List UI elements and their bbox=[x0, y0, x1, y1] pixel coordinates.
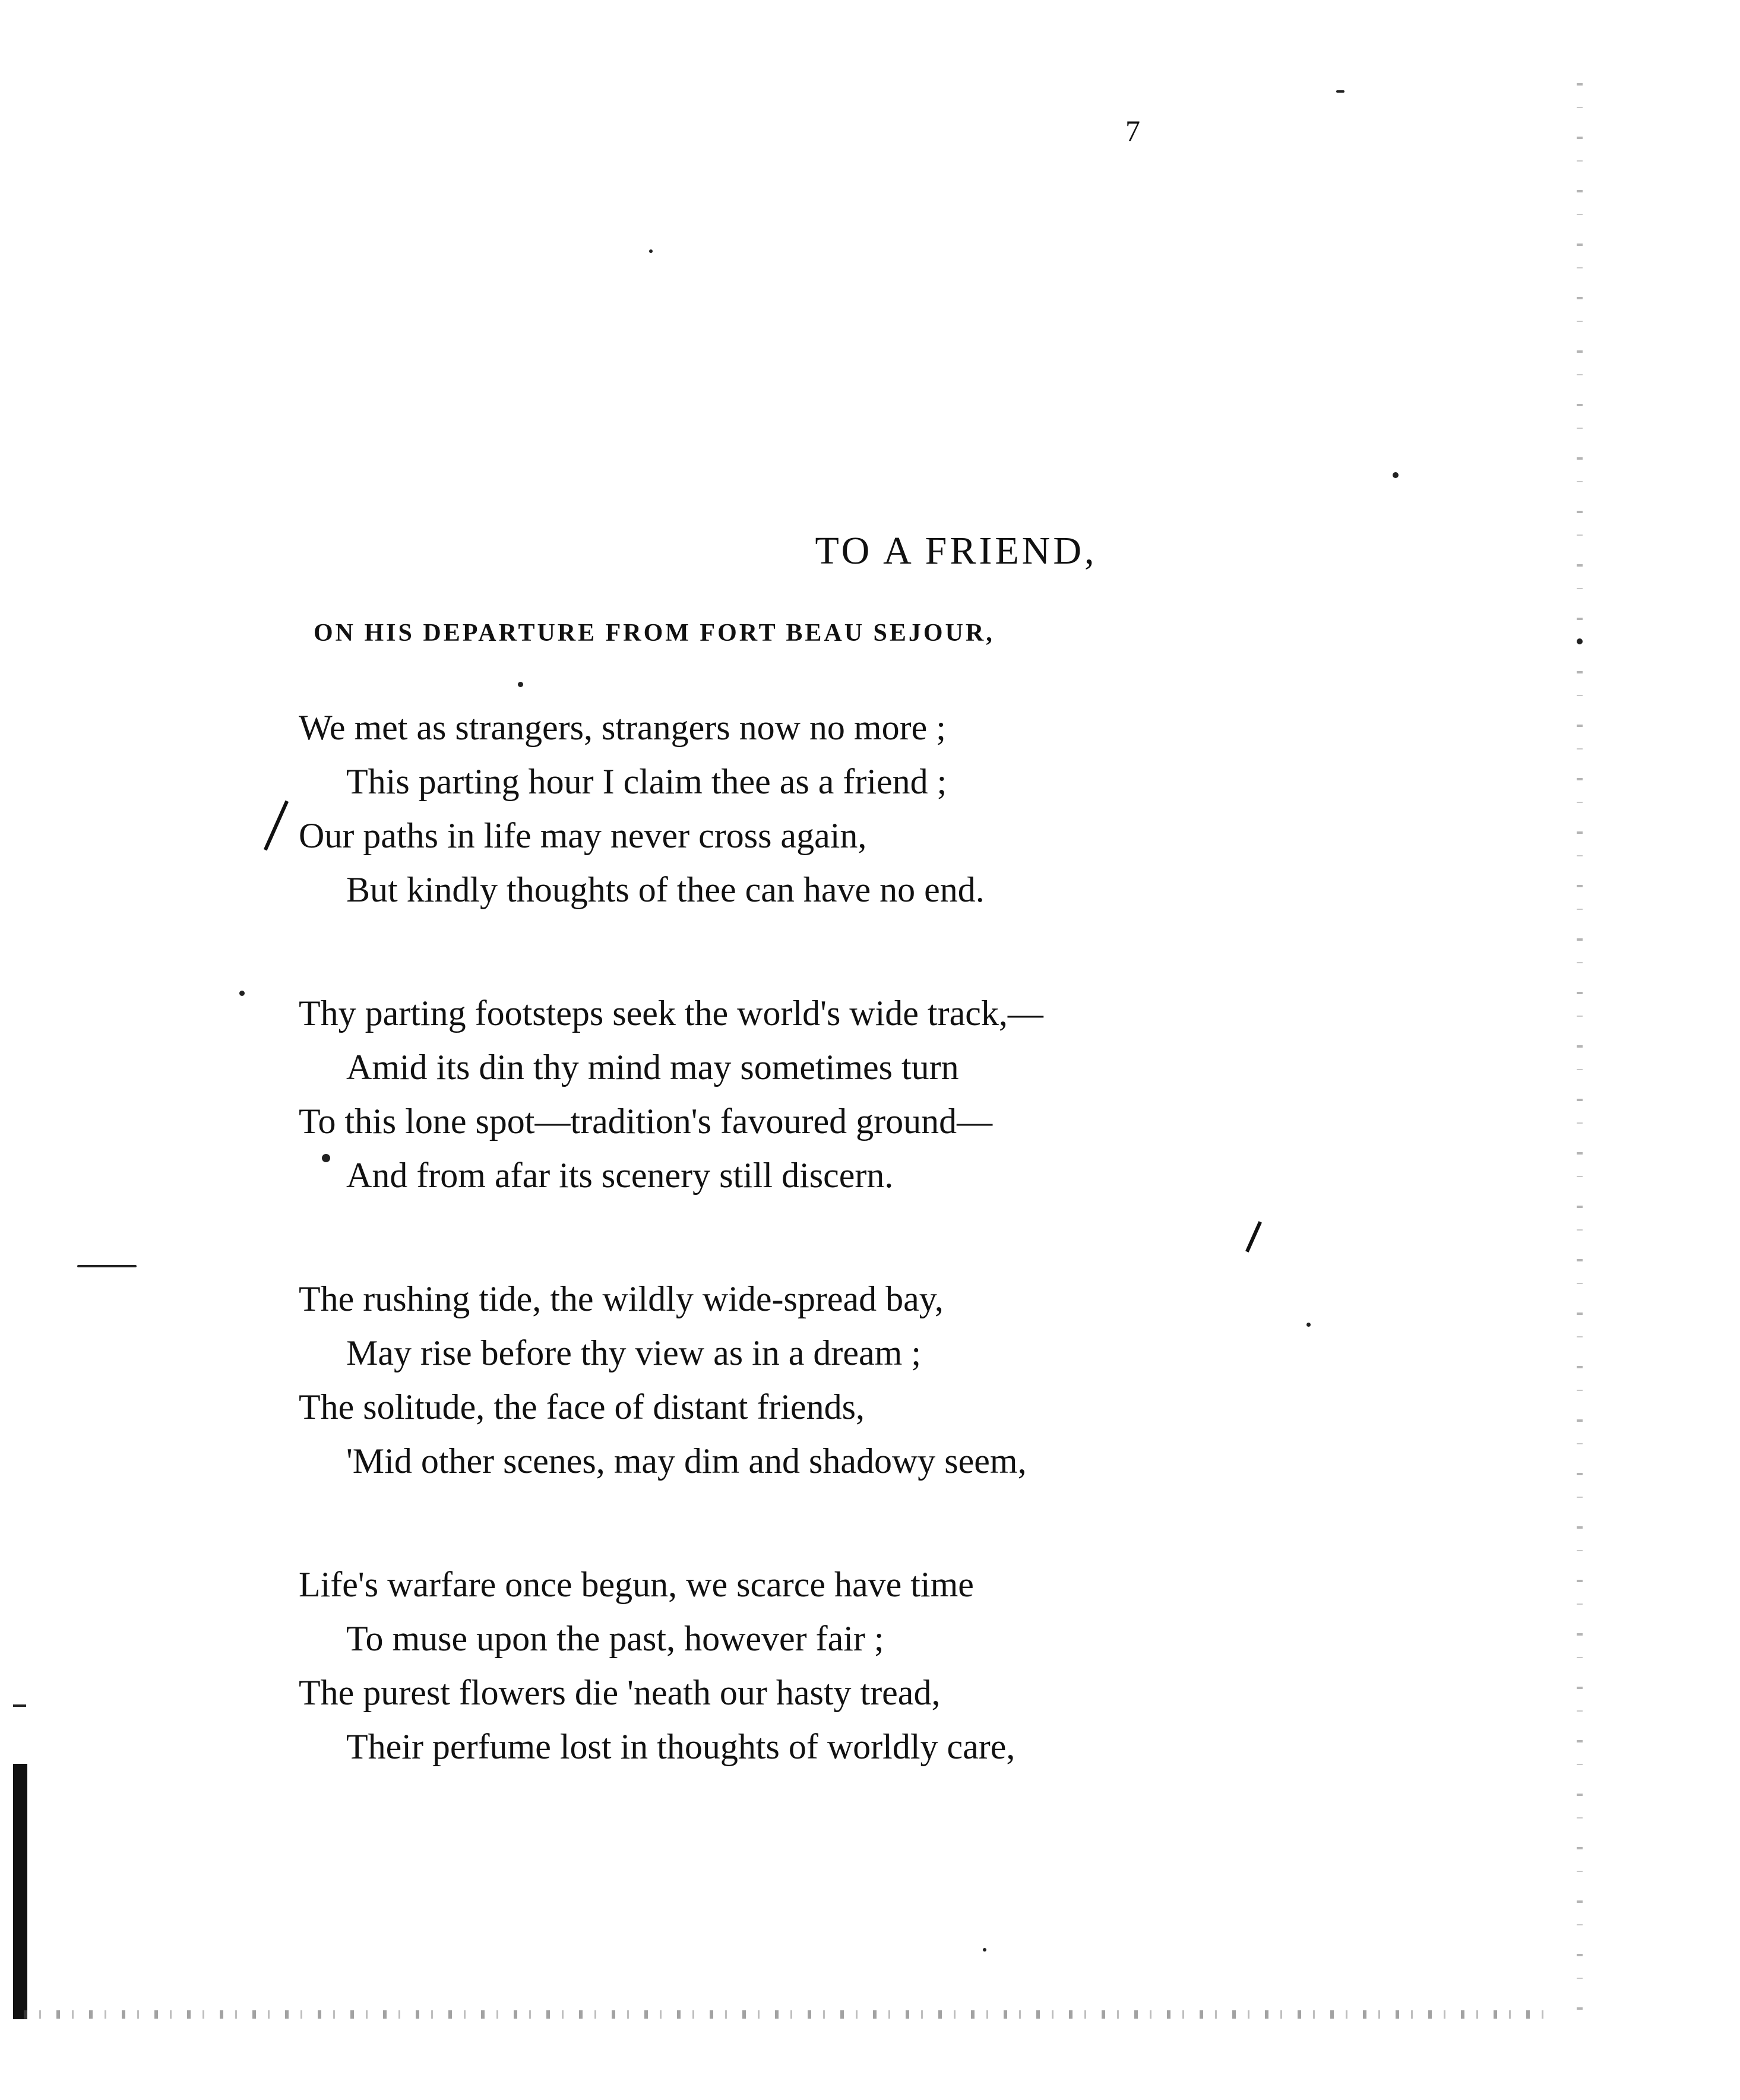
poem-line: The rushing tide, the wildly wide-spread bay, bbox=[299, 1279, 944, 1318]
scan-speck bbox=[1336, 90, 1344, 93]
stanza-3 bbox=[299, 1272, 1043, 1488]
poem-line: May rise before thy view as in a dream ; bbox=[346, 1333, 921, 1372]
poem-line: We met as strangers, strangers now no more ; bbox=[299, 708, 946, 747]
scan-speck bbox=[518, 682, 523, 687]
poem-line: Life's warfare once begun, we scarce have time bbox=[299, 1565, 974, 1604]
stanza-4 bbox=[299, 1558, 1043, 1774]
scan-speck bbox=[1393, 472, 1399, 478]
scan-speck bbox=[77, 1265, 137, 1267]
page-number: 7 bbox=[1125, 114, 1140, 147]
poem-line: To muse upon the past, however fair ; bbox=[346, 1619, 884, 1658]
poem-title: TO A FRIEND, bbox=[815, 529, 1097, 573]
poem-line: To this lone spot—tradition's favoured ground— bbox=[299, 1102, 993, 1141]
poem-line: And from afar its scenery still discern. bbox=[346, 1156, 894, 1195]
margin-pen-mark bbox=[1245, 1221, 1262, 1253]
poem-line: But kindly thoughts of thee can have no end. bbox=[346, 870, 985, 909]
poem-body bbox=[299, 701, 1043, 1843]
scan-speck bbox=[983, 1948, 986, 1952]
scan-speck bbox=[322, 1154, 330, 1162]
poem-line: This parting hour I claim thee as a friend ; bbox=[346, 762, 947, 801]
scan-speck bbox=[239, 991, 245, 996]
poem-line: Our paths in life may never cross again, bbox=[299, 816, 867, 855]
margin-dash bbox=[13, 1704, 26, 1707]
stanza-1 bbox=[299, 701, 1043, 917]
scan-speck bbox=[649, 249, 653, 253]
margin-pen-mark bbox=[264, 801, 289, 851]
margin-rule bbox=[13, 1764, 27, 2019]
poem-line: The solitude, the face of distant friends, bbox=[299, 1387, 865, 1427]
poem-line: The purest flowers die 'neath our hasty tread, bbox=[299, 1673, 941, 1712]
poem-subtitle: ON HIS DEPARTURE FROM FORT BEAU SEJOUR, bbox=[314, 619, 995, 647]
poem-line: Thy parting footsteps seek the world's wide track,— bbox=[299, 994, 1043, 1033]
poem-line: 'Mid other scenes, may dim and shadowy seem, bbox=[346, 1441, 1027, 1481]
scan-speck bbox=[1577, 638, 1583, 644]
bottom-scan-edge bbox=[24, 2010, 1556, 2019]
scan-speck bbox=[1306, 1323, 1311, 1327]
poem-line: Amid its din thy mind may sometimes turn bbox=[346, 1048, 959, 1087]
right-scan-edge bbox=[1577, 83, 1583, 2013]
stanza-2 bbox=[299, 986, 1043, 1203]
poem-line: Their perfume lost in thoughts of worldly care, bbox=[346, 1727, 1015, 1766]
